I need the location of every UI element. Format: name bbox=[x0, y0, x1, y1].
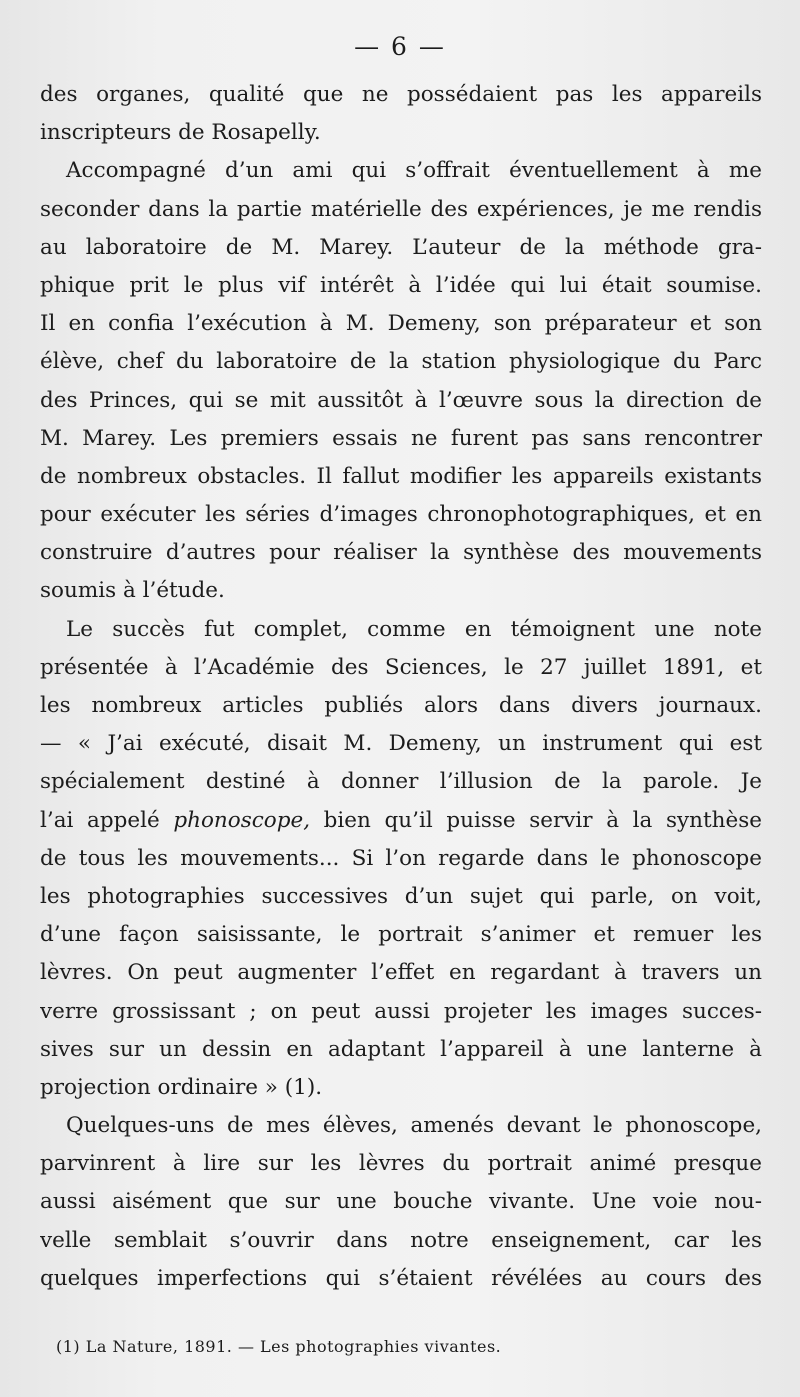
text-line: M. Marey. Les premiers essais ne furent pas sans rencontrer bbox=[40, 425, 762, 451]
text-line: verre grossissant ; on peut aussi projeter les images succes- bbox=[40, 998, 762, 1024]
text-line: de nombreux obstacles. Il fallut modifier les appareils existants bbox=[40, 463, 762, 489]
text-line: des Princes, qui se mit aussitôt à l’œuvre sous la direction de bbox=[40, 387, 762, 413]
text-line: — « J’ai exécuté, disait M. Demeny, un instrument qui est bbox=[40, 731, 762, 757]
text-line: velle semblait s’ouvrir dans notre enseignement, car les bbox=[40, 1227, 762, 1253]
text-line: les photographies successives d’un sujet qui parle, on voit, bbox=[40, 883, 762, 909]
text-fragment: l’ai appelé bbox=[40, 807, 174, 833]
text-line: pour exécuter les séries d’images chronophotographiques, et en bbox=[40, 502, 762, 528]
text-line: d’une façon saisissante, le portrait s’animer et remuer les bbox=[40, 922, 762, 948]
text-line: Accompagné d’un ami qui s’offrait éventuellement à me bbox=[66, 158, 762, 184]
text-line: Quelques-uns de mes élèves, amenés devant le phonoscope, bbox=[66, 1113, 762, 1139]
text-line: projection ordinaire » (1). bbox=[40, 1074, 323, 1100]
text-line: présentée à l’Académie des Sciences, le 27 juillet 1891, et bbox=[40, 654, 762, 680]
text-line: parvinrent à lire sur les lèvres du portrait animé presque bbox=[40, 1151, 762, 1177]
text-line: Il en confia l’exécution à M. Demeny, son préparateur et son bbox=[40, 311, 762, 337]
text-line: Le succès fut complet, comme en témoignent une note bbox=[66, 616, 762, 642]
text-line: soumis à l’étude. bbox=[40, 578, 225, 604]
text-line: au laboratoire de M. Marey. L’auteur de la méthode gra- bbox=[40, 234, 762, 260]
italic-term: phonoscope, bbox=[173, 807, 311, 833]
text-line: phique prit le plus vif intérêt à l’idée qui lui était soumise. bbox=[40, 272, 762, 298]
text-line: les nombreux articles publiés alors dans divers journaux. bbox=[40, 693, 762, 718]
text-line: sives sur un dessin en adaptant l’appareil à une lanterne à bbox=[40, 1036, 762, 1062]
page-number: — 6 — bbox=[354, 32, 446, 61]
body-text bbox=[40, 76, 762, 1298]
text-fragment: bien qu’il puisse servir à la synthèse bbox=[310, 807, 762, 833]
text-line: inscripteurs de Rosapelly. bbox=[40, 120, 321, 146]
text-line: seconder dans la partie matérielle des expériences, je me rendis bbox=[40, 196, 762, 222]
text-line: de tous les mouvements... Si l’on regarde dans le phonoscope bbox=[40, 845, 762, 871]
text-line: construire d’autres pour réaliser la synthèse des mouvements bbox=[40, 540, 762, 566]
text-line: des organes, qualité que ne possédaient pas les appareils bbox=[40, 82, 762, 107]
text-line: aussi aisément que sur une bouche vivante. Une voie nou- bbox=[40, 1189, 762, 1215]
footnote: (1) La Nature, 1891. — Les photographies vivantes. bbox=[56, 1337, 502, 1356]
text-line: élève, chef du laboratoire de la station physiologique du Parc bbox=[40, 349, 762, 375]
text-line: quelques imperfections qui s’étaient révélées au cours des bbox=[40, 1265, 762, 1291]
text-line: spécialement destiné à donner l’illusion de la parole. Je bbox=[40, 769, 762, 795]
text-line-italic bbox=[40, 802, 762, 840]
text-line: lèvres. On peut augmenter l’effet en regardant à travers un bbox=[40, 960, 762, 986]
